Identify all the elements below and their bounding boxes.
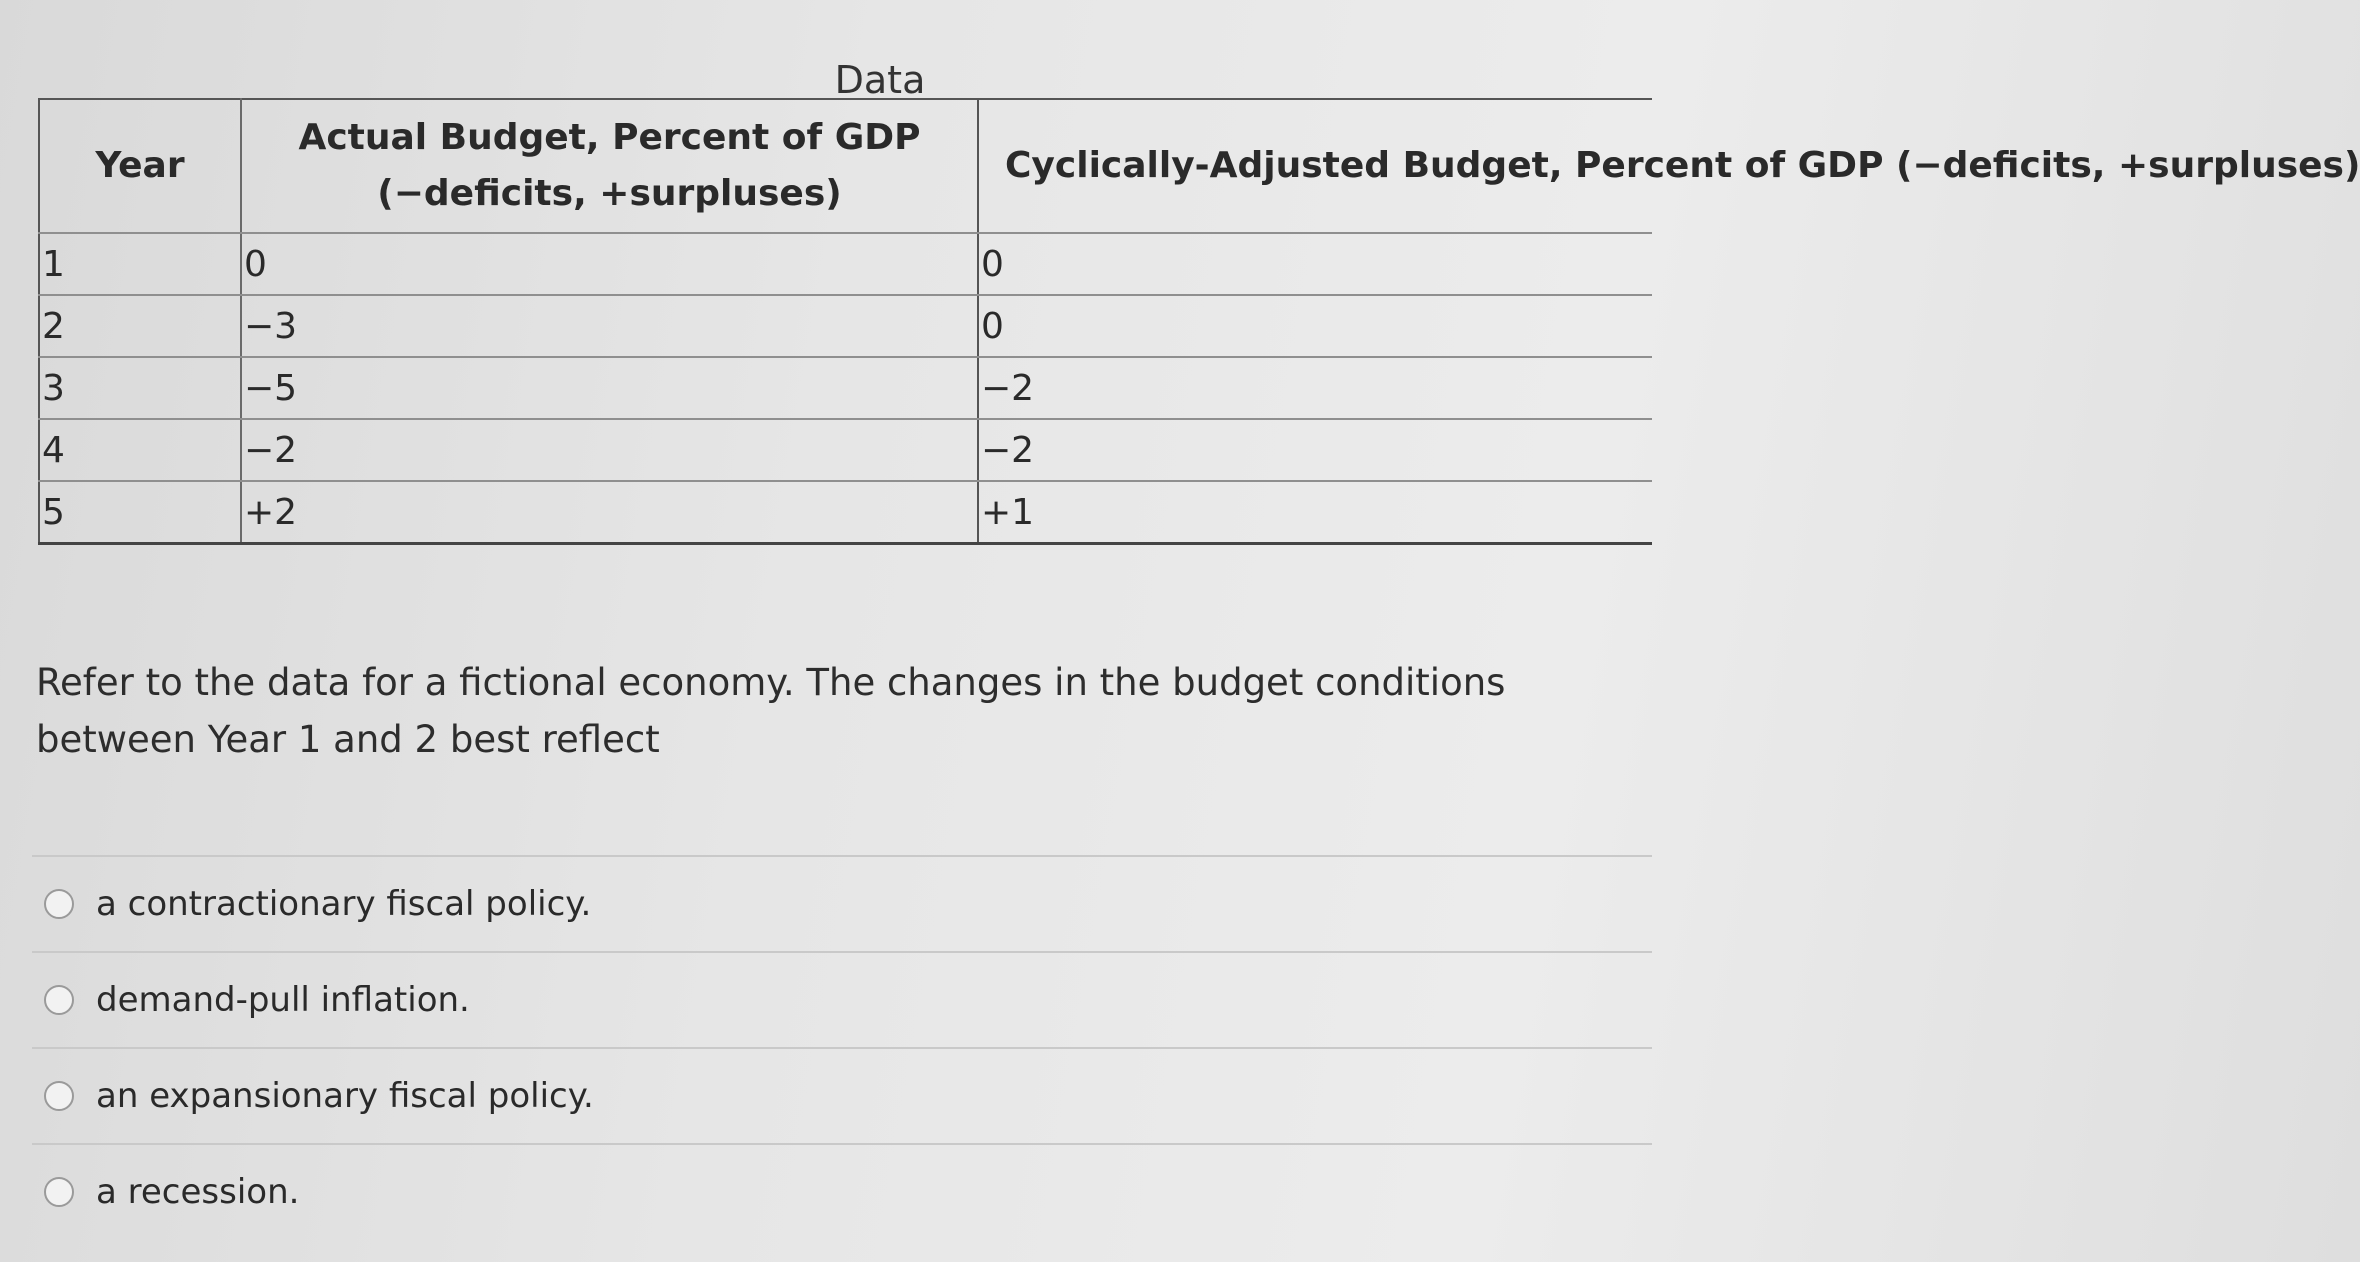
header-cyclically-adjusted-budget — [978, 99, 2360, 233]
answer-option[interactable] — [32, 1047, 1652, 1143]
cell-actual: +2 — [241, 481, 978, 544]
table-caption: Data — [834, 58, 926, 102]
answer-option[interactable] — [32, 1143, 1652, 1239]
cell-cyclical: +1 — [978, 481, 1652, 544]
cell-actual: −5 — [241, 357, 978, 419]
data-table — [38, 98, 2360, 545]
answer-option-label: an expansionary fiscal policy. — [96, 1076, 594, 1116]
answer-option[interactable] — [32, 951, 1652, 1047]
cell-actual: −2 — [241, 419, 978, 481]
cell-cyclical: −2 — [978, 419, 1652, 481]
answer-option-label: a recession. — [96, 1172, 300, 1212]
cell-year: 1 — [39, 233, 241, 295]
table-row — [39, 357, 1652, 419]
cell-year: 4 — [39, 419, 241, 481]
question-text: Refer to the data for a fictional economy. The changes in the budget conditions between Year 1 and 2 best reflect — [36, 661, 1506, 761]
radio-button[interactable] — [44, 889, 74, 919]
cell-year: 3 — [39, 357, 241, 419]
cell-actual: −3 — [241, 295, 978, 357]
radio-button[interactable] — [44, 985, 74, 1015]
table-row — [39, 481, 1652, 544]
radio-button[interactable] — [44, 1081, 74, 1111]
cell-cyclical: 0 — [978, 295, 1652, 357]
cell-cyclical: 0 — [978, 233, 1652, 295]
header-cyclically-adjusted-label: Cyclically-Adjusted Budget, Percent of GDP (−deficits, +surpluses) — [1005, 145, 2360, 186]
answer-option-label: a contractionary fiscal policy. — [96, 884, 592, 924]
cell-year: 5 — [39, 481, 241, 544]
table-row — [39, 233, 1652, 295]
answer-option-label: demand-pull inflation. — [96, 980, 470, 1020]
cell-year: 2 — [39, 295, 241, 357]
table-header-row — [39, 99, 1652, 233]
cell-cyclical: −2 — [978, 357, 1652, 419]
cell-actual: 0 — [241, 233, 978, 295]
answer-option[interactable] — [32, 855, 1652, 951]
radio-button[interactable] — [44, 1177, 74, 1207]
table-row — [39, 419, 1652, 481]
table-row — [39, 295, 1652, 357]
answer-options — [32, 855, 1652, 1239]
header-actual-budget: Actual Budget, Percent of GDP (−deficits, +surpluses) — [241, 99, 978, 233]
header-year: Year — [39, 99, 241, 233]
